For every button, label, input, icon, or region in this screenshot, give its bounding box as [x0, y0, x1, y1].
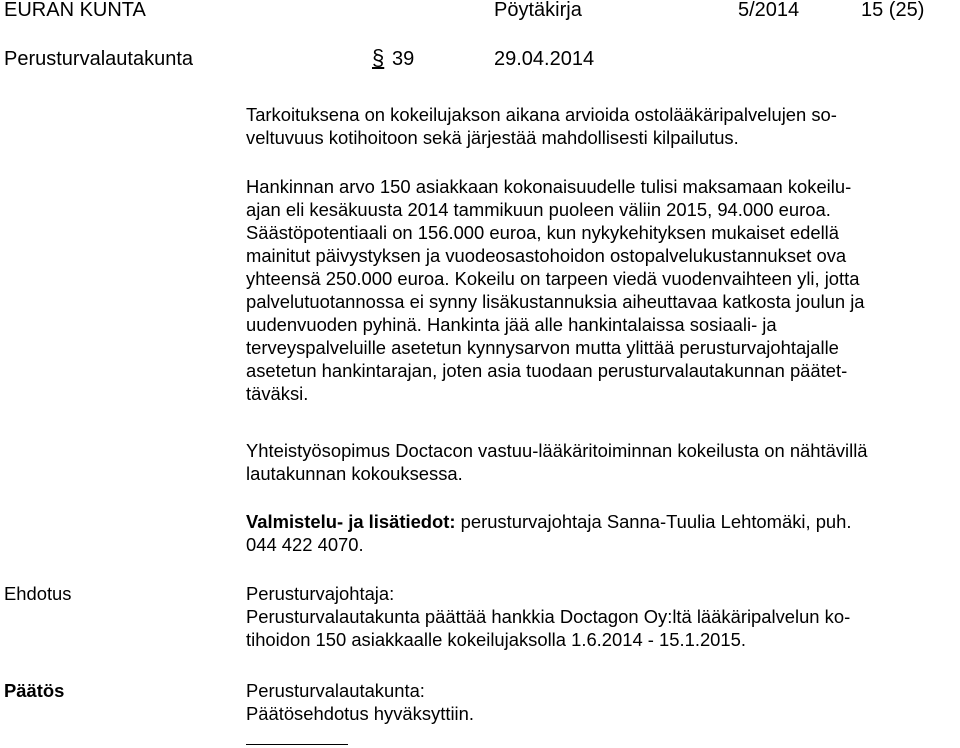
committee-name: Perusturvalautakunta — [4, 48, 194, 70]
phone-number: 044 422 4070. — [246, 534, 364, 555]
text-line: Hankinnan arvo 150 asiakkaan kokonaisuudelle tulisi maksamaan kokeilu- — [246, 176, 852, 197]
text-line: Säästöpotentiaali on 156.000 euroa, kun nykykehityksen mukaiset edellä — [246, 222, 839, 243]
text-line — [246, 510, 946, 533]
text-line: lautakunnan kokouksessa. — [246, 463, 463, 484]
proposal-text — [246, 582, 946, 651]
proposal-label: Ehdotus — [4, 583, 72, 604]
document-number: 5/2014 — [738, 0, 800, 21]
text-line: terveyspalveluille asetetun kynnysarvon mutta ylittää perusturvajohtajalle — [246, 337, 839, 358]
text-line: mainitut päivystyksen ja vuodeosastohoidon ostopalvelukustannukset ova — [246, 245, 847, 266]
text-line: Yhteistyösopimus Doctacon vastuu-lääkäritoiminnan kokeilusta on nähtävillä — [246, 440, 868, 461]
text-line: ajan eli kesäkuusta 2014 tammikuun puoleen väliin 2015, 94.000 euroa. — [246, 199, 831, 220]
text-line: tihoidon 150 asiakkaalle kokeilujaksolla 1.6.2014 - 15.1.2015. — [246, 629, 746, 650]
section-number: 39 — [392, 48, 415, 70]
text-line: Perusturvajohtaja: — [246, 583, 395, 604]
decision-label: Päätös — [4, 680, 65, 701]
preparation-contact: perusturvajohtaja Sanna-Tuulia Lehtomäki, puh. — [455, 511, 852, 532]
text-line: yhteensä 250.000 euroa. Kokeilu on tarpeen viedä vuodenvaihteen yli, jotta — [246, 268, 860, 289]
bottom-rule — [246, 744, 348, 745]
text-line: uudenvuoden pyhinä. Hankinta jää alle hankintalaissa sosiaali- ja — [246, 314, 777, 335]
paragraph-purpose — [246, 103, 946, 149]
decision-text — [246, 679, 946, 725]
preparation-label: Valmistelu- ja lisätiedot: — [246, 511, 456, 532]
text-line: täväksi. — [246, 383, 309, 404]
text-line: Perusturvalautakunta päättää hankkia Doctagon Oy:ltä lääkäripalvelun ko- — [246, 606, 851, 627]
text-line: Päätösehdotus hyväksyttiin. — [246, 703, 474, 724]
section-sign: § — [372, 45, 385, 70]
document-type: Pöytäkirja — [494, 0, 582, 21]
page-number: 15 (25) — [861, 0, 925, 21]
paragraph-preparation — [246, 510, 946, 556]
meeting-date: 29.04.2014 — [494, 48, 595, 70]
org-name: EURAN KUNTA — [4, 0, 146, 21]
paragraph-agreement — [246, 439, 946, 485]
text-line: veltuvuus kotihoitoon sekä järjestää mahdollisesti kilpailutus. — [246, 127, 739, 148]
text-line: palvelutuotannossa ei synny lisäkustannuksia aiheuttavaa katkosta joulun ja — [246, 291, 865, 312]
text-line: asetetun hankintarajan, joten asia tuodaan perusturvalautakunnan päätet- — [246, 360, 848, 381]
text-line: Perusturvalautakunta: — [246, 680, 425, 701]
paragraph-cost — [246, 175, 946, 405]
text-line: Tarkoituksena on kokeilujakson aikana arvioida ostolääkäripalvelujen so- — [246, 104, 837, 125]
